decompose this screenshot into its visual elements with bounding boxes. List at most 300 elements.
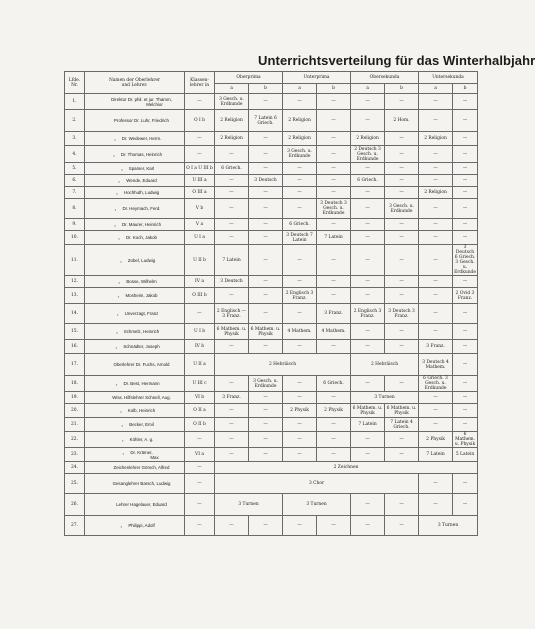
subject-cell: — [419,494,453,516]
klassenlehrer-cell: U II a [185,354,215,376]
subject-cell: 3 Deutsch [249,175,283,187]
subject-cell: — [351,199,385,219]
subject-cell: — [283,94,317,110]
subject-cell: 2 Religion [215,132,249,146]
subject-cell: 7 Latein [215,245,249,276]
subject-cell: — [249,418,283,432]
subject-cell: — [249,219,283,231]
table-row [65,276,478,288]
table-row [65,404,478,418]
subject-cell: — [317,175,351,187]
table-row [65,340,478,354]
teacher-name-cell [85,376,185,392]
teacher-name: Oberlehrer Dr. Fuchs, Arnold [113,362,170,367]
subject-cell: — [351,494,385,516]
subject-cell: — [419,94,453,110]
subject-cell: 2 Englisch — 3 Franz. [215,304,249,324]
subject-cell: — [419,404,453,418]
subject-cell: — [215,448,249,462]
table-row [65,376,478,392]
subject-cell: 3 Turnen [283,494,351,516]
subject-cell: — [249,132,283,146]
ditto-mark: „ [116,311,119,316]
teacher-name: Dr. Krämer, [130,449,153,455]
subject-cell: — [317,146,351,163]
subject-cell: — [351,276,385,288]
subject-cell: — [351,432,385,448]
teacher-name: Dr. Thomas, Heinrich [120,151,163,157]
table-row [65,474,478,494]
subject-cell: — [453,354,478,376]
subject-cell: — [351,288,385,304]
subject-cell: — [453,219,478,231]
table-row [65,163,478,175]
teacher-name-cell [85,175,185,187]
subject-cell: — [283,187,317,199]
subject-cell: — [215,376,249,392]
subject-cell: — [283,199,317,219]
teacher-name: Professor Dr. Luhr, Friedrich [114,118,169,123]
subject-cell: — [385,132,419,146]
teacher-name-cell [85,132,185,146]
table-row [65,324,478,340]
subject-cell: — [385,231,419,245]
table-row [65,516,478,536]
teacher-name-cell [85,304,185,324]
klassenlehrer-cell: — [185,474,215,494]
ditto-mark: „ [120,257,122,263]
subject-cell: — [215,418,249,432]
table-row [65,146,478,163]
table-body [65,94,478,536]
subject-cell: 3 Turnen [419,516,478,536]
subject-cell: — [351,516,385,536]
subject-cell: — [317,94,351,110]
subject-cell: 3 Gesch. u. Erdkunde [249,376,283,392]
subject-cell: 3 Chor [215,474,419,494]
subject-cell: — [249,146,283,163]
subject-cell: — [215,219,249,231]
subject-cell: — [317,276,351,288]
row-number: 7. [65,187,85,199]
subject-cell: — [351,231,385,245]
subject-cell: — [283,418,317,432]
table-row [65,219,478,231]
subject-cell: 7 Latein [419,448,453,462]
subject-cell: — [249,304,283,324]
subject-cell: — [283,175,317,187]
subject-cell: — [453,110,478,132]
subject-cell: — [351,219,385,231]
ditto-mark: „ [120,408,122,413]
subject-cell: 3 Deutsch [215,276,249,288]
subject-cell: — [249,404,283,418]
subject-cell: — [283,392,317,404]
subject-cell: — [215,340,249,354]
subject-cell: 2 Religion [283,110,317,132]
subject-cell: 4 Mathem. [283,324,317,340]
subject-cell: — [419,474,453,494]
subject-cell: 5 Latein [453,448,478,462]
teacher-name-cell [85,494,185,516]
subject-cell: — [351,245,385,276]
teacher-name: Philippi, Adolf [128,523,155,528]
subject-cell: 2 Deutsch 3 Gesch. u. Erdkunde [351,146,385,163]
subject-cell: — [351,324,385,340]
subject-cell: — [453,276,478,288]
teacher-name-cell [85,187,185,199]
klassenlehrer-cell: O II b [185,418,215,432]
subject-cell: — [317,516,351,536]
subject-cell: 6 Griech. [283,219,317,231]
teacher-name-cell [85,163,185,175]
teacher-name-cell [85,392,185,404]
subject-cell: — [453,231,478,245]
teacher-name: Wende, Eduard [126,178,157,183]
teacher-name: Unverzagt, Franz [124,311,159,316]
table-row [65,187,478,199]
table-row [65,132,478,146]
subject-cell: — [385,288,419,304]
subject-cell: — [453,199,478,219]
header-group-obersekunda: Obersekunda [351,72,419,84]
row-number: 19. [65,392,85,404]
klassenlehrer-cell: V a [185,219,215,231]
subject-cell: — [419,304,453,324]
row-number: 17. [65,354,85,376]
teacher-name: Spamer, Karl [128,166,155,171]
row-number: 22. [65,432,85,448]
subject-cell: — [317,288,351,304]
subject-cell: — [453,132,478,146]
header-sub: a [419,84,453,94]
teacher-name-cell [85,516,185,536]
subject-cell: 6 Mathem. u. Physik [215,324,249,340]
subject-cell: — [419,418,453,432]
subject-cell: — [351,110,385,132]
subject-cell: 6 Griech. [317,376,351,392]
table-row [65,448,478,462]
ditto-mark: „ [114,222,116,227]
klassenlehrer-cell: IV b [185,340,215,354]
subject-cell: — [453,418,478,432]
header-sub: b [453,84,478,94]
subject-cell: 3 Franz. [317,304,351,324]
teacher-name-cell [85,340,185,354]
subject-cell: — [317,219,351,231]
row-number: 13. [65,288,85,304]
row-number: 18. [65,376,85,392]
teacher-name: Zeichenlehrer Görsch, Alfred [113,465,170,470]
subject-cell: — [249,516,283,536]
teacher-name-cell [85,231,185,245]
teacher-name: Bosse, Wilhelm [126,279,157,284]
teacher-name-cell [85,110,185,132]
subject-cell: 2 Ovid 3 Franz. [453,288,478,304]
subject-cell: — [453,304,478,324]
subject-cell: — [283,304,317,324]
table-row [65,304,478,324]
teacher-name-cell [85,404,185,418]
teacher-name-cell [85,276,185,288]
subject-cell: 7 Latein 4 Griech. [385,418,419,432]
header-group-oberprima: Oberprima [215,72,283,84]
subject-cell: 2 Religion [215,110,249,132]
subject-cell: — [283,432,317,448]
subject-cell: — [317,132,351,146]
subject-cell: 2 Physik [419,432,453,448]
row-number: 9. [65,219,85,231]
subject-cell: — [283,376,317,392]
table-row [65,288,478,304]
row-number: 10. [65,231,85,245]
schedule-table [64,71,478,536]
header-sub: a [351,84,385,94]
subject-cell: — [317,163,351,175]
subject-cell: — [385,146,419,163]
subject-cell: — [385,94,419,110]
subject-cell: 2 Zeichnen [215,462,478,474]
teacher-name-cell [85,199,185,219]
subject-cell: — [419,146,453,163]
teacher-name-cell [85,448,185,462]
subject-cell: — [453,324,478,340]
table-row [65,245,478,276]
subject-cell: — [385,432,419,448]
ditto-mark: „ [121,437,124,442]
row-number: 24. [65,462,85,474]
subject-cell: 2 Physik [283,404,317,418]
subject-cell: — [283,448,317,462]
klassenlehrer-cell: IV a [185,276,215,288]
ditto-mark: „ [116,329,118,334]
ditto-mark: „ [121,422,124,427]
subject-cell: 6 Griech. [215,163,249,175]
row-number: 26. [65,494,85,516]
subject-cell: — [351,94,385,110]
subject-cell: — [215,432,249,448]
teacher-name-cell [85,462,185,474]
subject-cell: 3 Deutsch 4 Mathem. [419,354,453,376]
subject-cell: — [249,231,283,245]
header-nr: Lfde. Nr. [65,72,85,94]
klassenlehrer-cell: — [185,304,215,324]
klassenlehrer-cell: U I a [185,231,215,245]
subject-cell: — [249,245,283,276]
row-number: 25. [65,474,85,494]
subject-cell: — [385,448,419,462]
subject-cell: 7 Latein [351,418,385,432]
ditto-mark: „ [120,523,123,528]
subject-cell: 3 Franz. [215,392,249,404]
subject-cell: — [283,516,317,536]
subject-cell: 3 Turnen [215,494,283,516]
subject-cell: — [419,392,453,404]
teacher-name-continued: Max [150,454,159,460]
subject-cell: 3 Gesch. u. Erdkunde [385,199,419,219]
subject-cell: 7 Latein 6 Griech. [249,110,283,132]
teacher-name: Kolb, Heinrich [127,408,156,413]
subject-cell: — [351,340,385,354]
ditto-mark: „ [122,449,125,455]
row-number: 3. [65,132,85,146]
row-number: 20. [65,404,85,418]
subject-cell: — [249,340,283,354]
ditto-mark: „ [118,178,121,183]
subject-cell: — [317,110,351,132]
subject-cell: — [419,231,453,245]
teacher-name-cell [85,354,185,376]
teacher-name: Köhler, A. g. [129,437,154,442]
klassenlehrer-cell: U I b [185,324,215,340]
subject-cell: — [385,494,419,516]
subject-cell: — [249,199,283,219]
subject-cell: 2 Englisch 3 Franz. [283,288,317,304]
teacher-name-cell [85,474,185,494]
klassenlehrer-cell: U III c [185,376,215,392]
teacher-name: Lehrer Hagelauer, Eduard [116,502,167,507]
subject-cell: — [419,324,453,340]
row-number: 15. [65,324,85,340]
subject-cell: — [351,448,385,462]
subject-cell: 3 Gesch. u. Erdkunde [215,94,249,110]
subject-cell: — [419,110,453,132]
subject-cell: — [385,340,419,354]
subject-cell: — [385,376,419,392]
teacher-name: Schnädter, Joseph [123,344,160,349]
subject-cell: — [283,163,317,175]
table-row [65,418,478,432]
subject-cell: 6 Mathem. u. Physik [385,404,419,418]
row-number: 4. [65,146,85,163]
subject-cell: 2 Englisch 3 Franz. [351,304,385,324]
subject-cell: — [317,187,351,199]
subject-cell: — [351,163,385,175]
subject-cell: 3 Gesch. u. Erdkunde [283,146,317,163]
klassenlehrer-cell: — [185,462,215,474]
subject-cell: — [351,187,385,199]
teacher-name: Schmelz, Heinrich [123,329,160,334]
row-number: 11. [65,245,85,276]
teacher-name: Dr. Best, Hermann [123,381,160,386]
ditto-mark: „ [113,151,115,157]
subject-cell: — [215,146,249,163]
klassenlehrer-cell: O I a U III b [185,163,215,175]
teacher-name: Wiss. Hilfslehrer Schnell, Aug. [112,395,171,400]
subject-cell: 3 Deutsch 3 Franz. [385,304,419,324]
subject-cell: 2 Religion [351,132,385,146]
subject-cell: — [215,516,249,536]
subject-cell: 3 Franz. [419,340,453,354]
teacher-name: Zobel, Ludwig [127,257,156,263]
row-number: 14. [65,304,85,324]
subject-cell: — [317,418,351,432]
table-row [65,231,478,245]
klassenlehrer-cell: — [185,146,215,163]
subject-cell: — [385,175,419,187]
subject-cell: — [351,376,385,392]
subject-cell: 3 Deutsch 7 Latein [283,231,317,245]
subject-cell: 2 Physik [317,404,351,418]
klassenlehrer-cell: VI b [185,392,215,404]
ditto-mark: „ [118,235,120,240]
teacher-name: Gesanglehrer Barsch, Ludwig [112,481,171,486]
klassenlehrer-cell: O III a [185,187,215,199]
ditto-mark: „ [115,344,118,349]
subject-cell: — [453,146,478,163]
teacher-name-cell [85,324,185,340]
subject-cell: — [453,474,478,494]
subject-cell: — [385,163,419,175]
subject-cell: — [419,175,453,187]
subject-cell: 7 Latein [317,231,351,245]
subject-cell: — [249,392,283,404]
row-number: 1. [65,94,85,110]
klassenlehrer-cell: — [185,516,215,536]
ditto-mark: „ [121,166,123,171]
row-number: 23. [65,448,85,462]
teacher-name: Hochhuth, Ludwig [123,190,160,195]
header-klasse: Klassen- lehrer in [185,72,215,94]
subject-cell: — [385,187,419,199]
ditto-mark: „ [118,279,121,284]
subject-cell: 2 Hebräisch [351,354,419,376]
subject-cell: — [283,276,317,288]
teacher-name-cell [85,94,185,110]
subject-cell: — [453,340,478,354]
subject-cell: — [385,516,419,536]
teacher-name: Becker, Emil [129,422,154,427]
teacher-name: Dr. Wedewer, Herm. [121,136,162,141]
header-sub: b [249,84,283,94]
subject-cell: 2 Religion [283,132,317,146]
klassenlehrer-cell: U III a [185,175,215,187]
subject-cell: — [249,448,283,462]
subject-cell: — [283,340,317,354]
teacher-name: Dr. Koch, Jakob [126,235,157,240]
klassenlehrer-cell: — [185,494,215,516]
subject-cell: — [215,175,249,187]
subject-cell: — [385,245,419,276]
subject-cell: — [385,219,419,231]
subject-cell: 3 Turnen [351,392,419,404]
teacher-name: Direktor Dr. phil. et jur. Thamm, [111,96,172,102]
teacher-name-cell [85,432,185,448]
klassenlehrer-cell: VI a [185,448,215,462]
klassenlehrer-cell: V b [185,199,215,219]
subject-cell: — [453,404,478,418]
ditto-mark: „ [116,190,118,195]
subject-cell: 6 Mathem. u. Physik [249,324,283,340]
subject-cell: 2 Religion [419,132,453,146]
row-number: 12. [65,276,85,288]
subject-cell: 6 Griech. 3 Gesch. u. Erdkunde [419,376,453,392]
klassenlehrer-cell: U II b [185,245,215,276]
ditto-mark: „ [115,381,118,386]
subject-cell: — [215,404,249,418]
subject-cell: — [419,199,453,219]
subject-cell: — [249,94,283,110]
teacher-name-cell [85,146,185,163]
subject-cell: — [249,163,283,175]
subject-cell: 6 Mathem. u. Physik [453,432,478,448]
teacher-name-continued: Melchior [146,101,163,107]
klassenlehrer-cell: O II a [185,404,215,418]
teacher-name-cell [85,245,185,276]
table-row [65,462,478,474]
teacher-name: Dr. Maurer, Heinrich [121,222,162,227]
ditto-mark: „ [114,206,117,211]
